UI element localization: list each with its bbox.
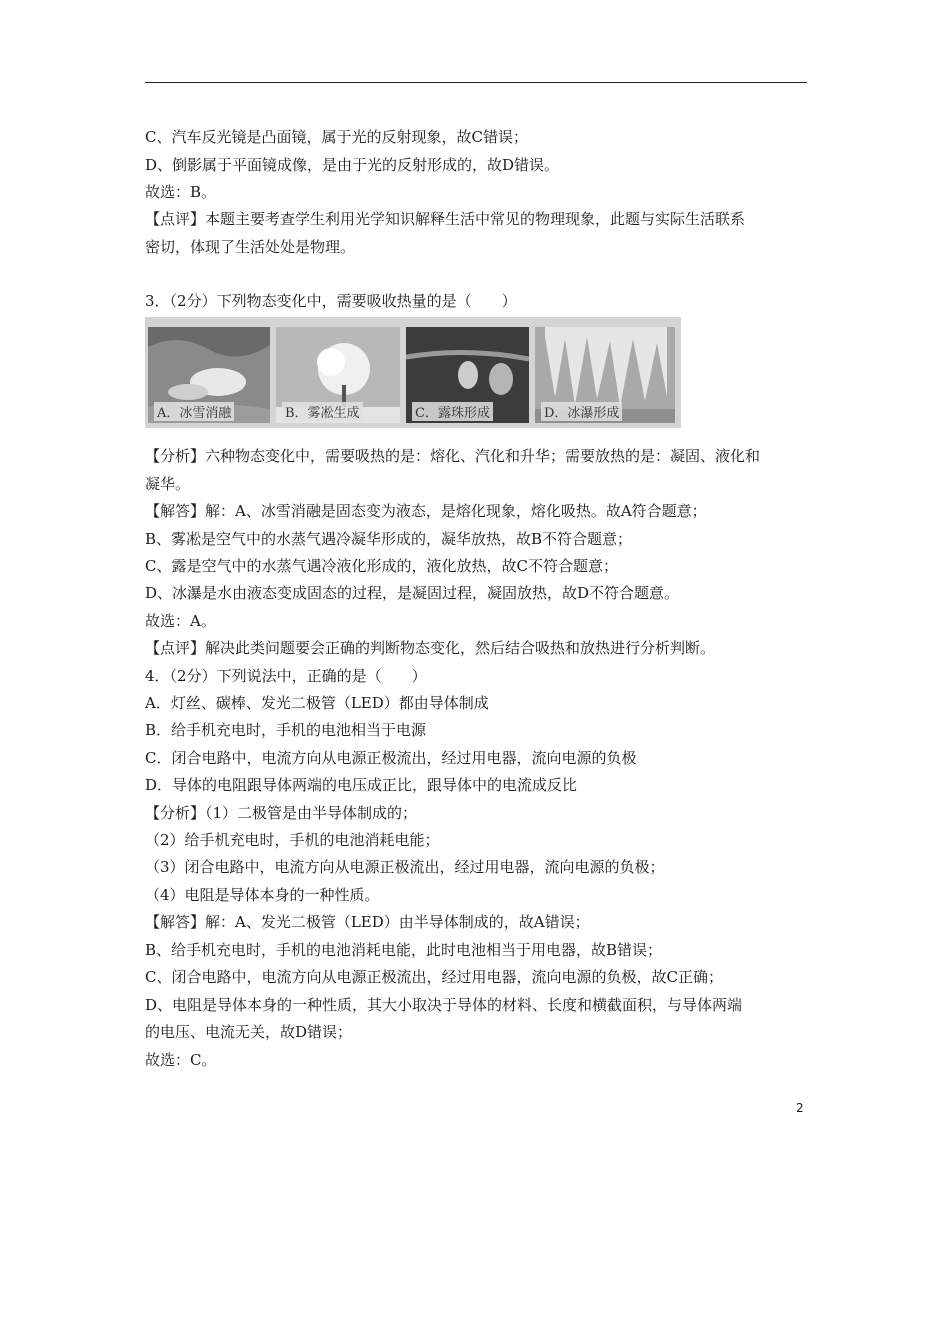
option-a: A．灯丝、碳棒、发光二极管（LED）都由导体制成 bbox=[145, 694, 489, 712]
text-line: 【分析】（1）二极管是由半导体制成的； bbox=[145, 804, 418, 822]
text-line: （2）给手机充电时，手机的电池消耗电能； bbox=[145, 831, 440, 849]
caption-b: B．雾凇生成 bbox=[282, 402, 363, 421]
text-line: B、给手机充电时，手机的电池消耗电能，此时电池相当于用电器，故B错误； bbox=[145, 941, 663, 959]
text-line: 密切，体现了生活处处是物理。 bbox=[145, 238, 356, 256]
text-line: 故选：A。 bbox=[145, 612, 216, 630]
text-line: D、电阻是导体本身的一种性质，其大小取决于导体的材料、长度和横截面积，与导体两端 bbox=[145, 996, 743, 1014]
text-line: C、汽车反光镜是凸面镜，属于光的反射现象，故C错误； bbox=[145, 128, 528, 146]
text-line: 【点评】解决此类问题要会正确的判断物态变化，然后结合吸热和放热进行分析判断。 bbox=[145, 639, 716, 657]
text-line: D、冰瀑是水由液态变成固态的过程，是凝固过程，凝固放热，故D不符合题意。 bbox=[145, 584, 680, 602]
option-c: C．闭合电路中，电流方向从电源正极流出，经过用电器，流向电源的负极 bbox=[145, 749, 637, 767]
question-3: 3．（2分）下列物态变化中，需要吸收热量的是（ ） bbox=[145, 292, 517, 310]
page-number: 2 bbox=[796, 1101, 804, 1115]
option-b: B．给手机充电时，手机的电池相当于电源 bbox=[145, 721, 427, 739]
caption-c: C．露珠形成 bbox=[412, 402, 493, 421]
text-line: 的电压、电流无关，故D错误； bbox=[145, 1023, 353, 1041]
ice-melting-photo bbox=[148, 327, 270, 423]
text-line: B、雾凇是空气中的水蒸气遇冷凝华形成的，凝华放热，故B不符合题意； bbox=[145, 530, 633, 548]
text-line: （3）闭合电路中，电流方向从电源正极流出，经过用电器，流向电源的负极； bbox=[145, 858, 665, 876]
text-line: 凝华。 bbox=[145, 475, 191, 493]
text-line: 故选：B。 bbox=[145, 183, 217, 201]
question-3-figure bbox=[145, 317, 681, 428]
text-line: C、闭合电路中，电流方向从电源正极流出，经过用电器，流向电源的负极，故C正确； bbox=[145, 968, 723, 986]
rime-photo bbox=[276, 327, 400, 423]
dew-photo bbox=[406, 327, 529, 423]
text-line: 【点评】本题主要考查学生利用光学知识解释生活中常见的物理现象，此题与实际生活联系 bbox=[145, 210, 746, 228]
caption-a: A．冰雪消融 bbox=[154, 402, 234, 421]
text-line: 故选：C。 bbox=[145, 1051, 217, 1069]
text-line: （4）电阻是导体本身的一种性质。 bbox=[145, 886, 380, 904]
text-line: C、露是空气中的水蒸气遇冷液化形成的，液化放热，故C不符合题意； bbox=[145, 557, 618, 575]
text-line: 【解答】解：A、发光二极管（LED）由半导体制成的，故A错误； bbox=[145, 913, 590, 931]
ice-waterfall-photo bbox=[535, 327, 675, 423]
caption-d: D．冰瀑形成 bbox=[541, 402, 622, 421]
text-line: 【分析】六种物态变化中，需要吸热的是：熔化、汽化和升华；需要放热的是：凝固、液化和 bbox=[145, 447, 761, 465]
text-line: 【解答】解：A、冰雪消融是固态变为液态，是熔化现象，熔化吸热。故A符合题意； bbox=[145, 502, 707, 520]
header-rule bbox=[145, 82, 807, 83]
question-4: 4．（2分）下列说法中，正确的是（ ） bbox=[145, 667, 427, 685]
text-line: D、倒影属于平面镜成像，是由于光的反射形成的，故D错误。 bbox=[145, 156, 560, 174]
option-d: D．导体的电阻跟导体两端的电压成正比，跟导体中的电流成反比 bbox=[145, 776, 578, 794]
